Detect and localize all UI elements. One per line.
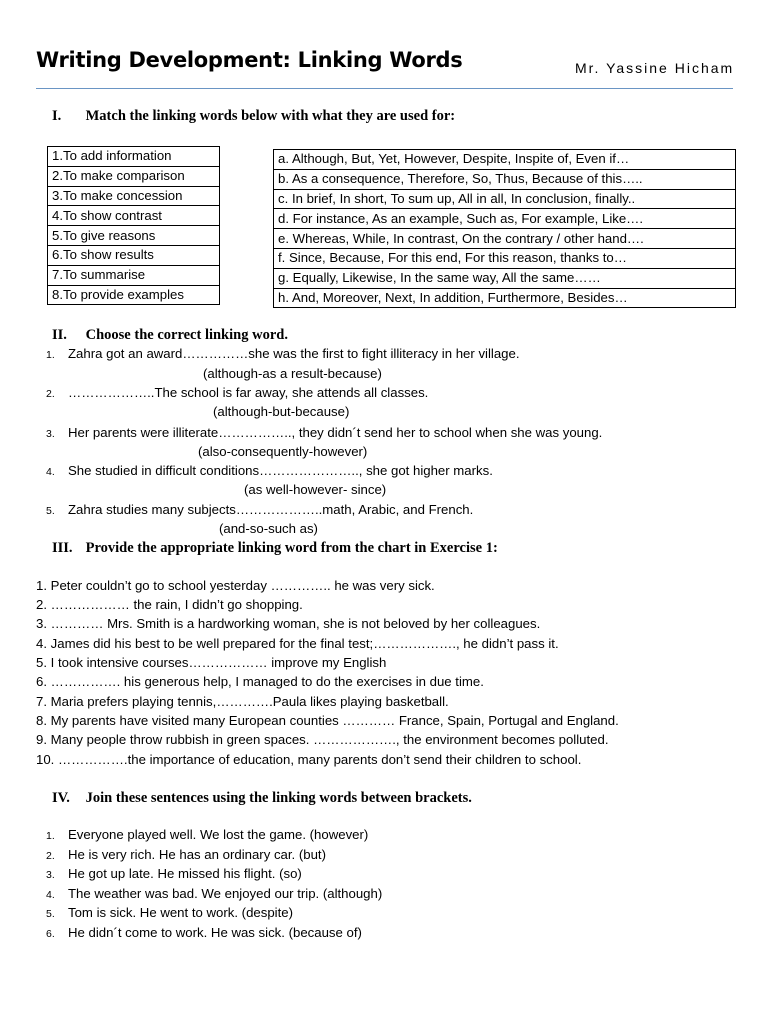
row-text: Although, But, Yet, However, Despite, Inspite of, Even if… bbox=[291, 151, 630, 167]
purpose-cell: 4.To show contrast bbox=[48, 206, 220, 226]
purpose-cell: 2.To make comparison bbox=[48, 166, 220, 186]
section-3-title: Provide the appropriate linking word from the chart in Exercise 1: bbox=[85, 540, 498, 556]
linking-words-cell bbox=[274, 189, 736, 209]
section-3-numeral: III. bbox=[52, 540, 73, 556]
section-2-title: Choose the correct linking word. bbox=[85, 327, 288, 343]
exercise-sentence: 4. James did his best to be well prepared for the final test;………………., he didn’t pass it. bbox=[36, 636, 559, 651]
exercise-sentence: 7. Maria prefers playing tennis,………….Paula likes playing basketball. bbox=[36, 694, 449, 709]
exercise-sentence: ………………..The school is far away, she attends all classes. bbox=[68, 385, 429, 400]
item-number: 4. bbox=[46, 466, 55, 478]
exercise-sentence: He is very rich. He has an ordinary car. (but) bbox=[68, 847, 326, 862]
page-title: Writing Development: Linking Words bbox=[36, 48, 463, 72]
section-4-numeral: IV. bbox=[52, 790, 70, 806]
exercise-sentence: The weather was bad. We enjoyed our trip. (although) bbox=[68, 886, 383, 901]
purpose-cell: 7.To summarise bbox=[48, 265, 220, 285]
exercise-sentence: Zahra got an award……………she was the first to fight illiteracy in her village. bbox=[68, 346, 520, 361]
exercise-sentence: 1. Peter couldn’t go to school yesterday ………….. he was very sick. bbox=[36, 578, 435, 593]
exercise-sentence: He didn´t come to work. He was sick. (because of) bbox=[68, 925, 362, 940]
row-letter: h. bbox=[278, 289, 289, 305]
exercise-sentence: 10. …………….the importance of education, many parents don’t send their children to school. bbox=[36, 752, 582, 767]
row-text: And, Moreover, Next, In addition, Furthermore, Besides… bbox=[291, 289, 628, 305]
options-hint: (and-so-such as) bbox=[219, 521, 318, 536]
section-4-title: Join these sentences using the linking words between brackets. bbox=[85, 790, 472, 806]
row-letter: d. bbox=[278, 210, 289, 226]
item-number: 3. bbox=[46, 428, 55, 440]
row-text: Whereas, While, In contrast, On the contrary / other hand…. bbox=[292, 230, 644, 246]
row-text: As a consequence, Therefore, So, Thus, Because of this….. bbox=[291, 171, 643, 187]
item-number: 2. bbox=[46, 850, 55, 862]
exercise-sentence: He got up late. He missed his flight. (so) bbox=[68, 866, 302, 881]
row-text: Since, Because, For this end, For this reason, thanks to… bbox=[289, 250, 627, 266]
row-text: Equally, Likewise, In the same way, All the same…… bbox=[292, 270, 601, 286]
options-hint: (although-as a result-because) bbox=[203, 366, 382, 381]
section-2-heading bbox=[52, 327, 288, 344]
exercise-sentence: 5. I took intensive courses……………… improve my English bbox=[36, 655, 387, 670]
row-letter: f. bbox=[278, 250, 286, 266]
linking-words-cell bbox=[274, 229, 736, 249]
purpose-cell: 5.To give reasons bbox=[48, 226, 220, 246]
row-letter: c. bbox=[278, 190, 289, 206]
section-3-heading bbox=[52, 540, 498, 557]
title-rule bbox=[36, 88, 733, 89]
exercise-sentence: 6. ……………. his generous help, I managed to do the exercises in due time. bbox=[36, 674, 484, 689]
exercise-sentence: 8. My parents have visited many European counties ………… France, Spain, Portugal and England. bbox=[36, 713, 619, 728]
exercise-sentence: Everyone played well. We lost the game. (however) bbox=[68, 827, 369, 842]
item-number: 6. bbox=[46, 928, 55, 940]
item-number: 1. bbox=[46, 349, 55, 361]
purpose-cell: 3.To make concession bbox=[48, 186, 220, 206]
item-number: 4. bbox=[46, 889, 55, 901]
linking-words-cell bbox=[274, 248, 736, 268]
row-letter: b. bbox=[278, 171, 289, 187]
linking-words-table bbox=[273, 149, 736, 308]
linking-words-cell bbox=[274, 288, 736, 308]
purpose-cell: 1.To add information bbox=[48, 147, 220, 167]
row-letter: a. bbox=[278, 151, 289, 167]
exercise-sentence: She studied in difficult conditions………………….., she got higher marks. bbox=[68, 463, 493, 478]
section-1-title: Match the linking words below with what they are used for: bbox=[85, 108, 456, 124]
options-hint: (as well-however- since) bbox=[244, 482, 387, 497]
item-number: 5. bbox=[46, 908, 55, 920]
row-text: For instance, As an example, Such as, For example, Like…. bbox=[292, 210, 644, 226]
exercise-sentence: 2. ……………… the rain, I didn’t go shopping. bbox=[36, 597, 303, 612]
exercise-sentence: 3. ………… Mrs. Smith is a hardworking woman, she is not beloved by her colleagues. bbox=[36, 616, 541, 631]
item-number: 5. bbox=[46, 505, 55, 517]
section-2-numeral: II. bbox=[52, 327, 67, 343]
linking-words-cell bbox=[274, 268, 736, 288]
section-1-heading bbox=[52, 108, 455, 125]
linking-words-cell bbox=[274, 169, 736, 189]
options-hint: (also-consequently-however) bbox=[198, 444, 368, 459]
exercise-sentence: Tom is sick. He went to work. (despite) bbox=[68, 905, 293, 920]
row-letter: g. bbox=[278, 270, 289, 286]
linking-words-cell bbox=[274, 209, 736, 229]
item-number: 1. bbox=[46, 830, 55, 842]
item-number: 3. bbox=[46, 869, 55, 881]
purpose-cell: 6.To show results bbox=[48, 245, 220, 265]
row-letter: e. bbox=[278, 230, 289, 246]
linking-words-cell bbox=[274, 150, 736, 170]
section-4-heading bbox=[52, 790, 472, 807]
section-1-numeral: I. bbox=[52, 108, 62, 124]
exercise-sentence: Zahra studies many subjects………………..math, Arabic, and French. bbox=[68, 502, 474, 517]
options-hint: (although-but-because) bbox=[213, 404, 350, 419]
row-text: In brief, In short, To sum up, All in all, In conclusion, finally.. bbox=[291, 190, 636, 206]
exercise-sentence: Her parents were illiterate…………….., they didn´t send her to school when she was young. bbox=[68, 425, 603, 440]
item-number: 2. bbox=[46, 388, 55, 400]
author-name: Mr. Yassine Hicham bbox=[575, 60, 735, 76]
purpose-cell: 8.To provide examples bbox=[48, 285, 220, 305]
purposes-table bbox=[47, 146, 220, 305]
exercise-sentence: 9. Many people throw rubbish in green spaces. ………………., the environment becomes polluted. bbox=[36, 732, 609, 747]
